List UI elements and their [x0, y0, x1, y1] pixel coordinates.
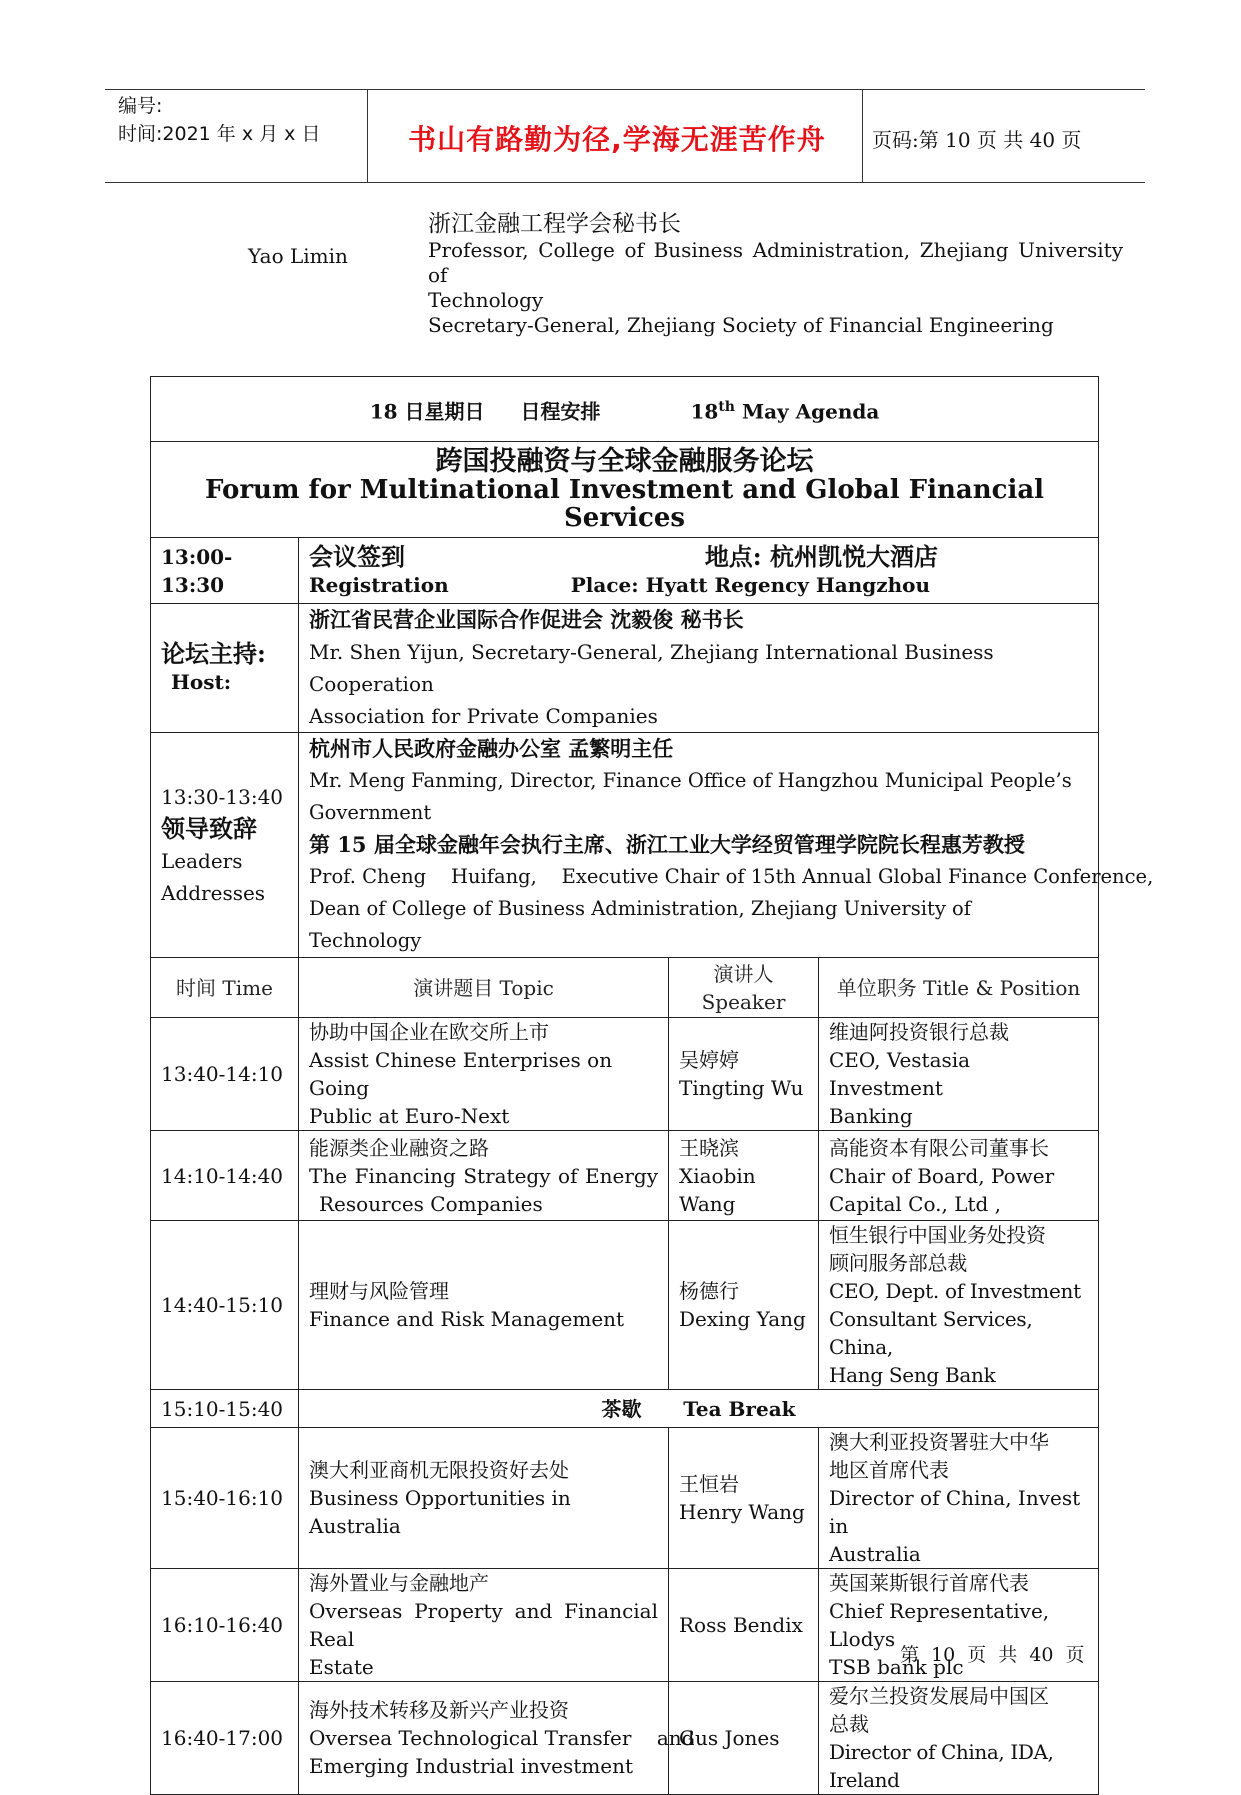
- session-speaker: [669, 1221, 819, 1390]
- document-time-label: 时间:2021 年 x 月 x 日: [118, 123, 321, 145]
- session-position: [819, 1682, 1099, 1795]
- session-topic: [299, 1428, 669, 1569]
- position-line: 高能资本有限公司董事长: [829, 1135, 1049, 1160]
- position-line: CEO, Vestasia Investment: [829, 1048, 971, 1100]
- header-top-rule: [105, 89, 1145, 90]
- position-line: CEO, Dept. of Investment: [829, 1279, 1081, 1303]
- registration-row: [151, 538, 1099, 604]
- speaker-line: 吴婷婷: [679, 1048, 739, 1072]
- forum-title: [151, 442, 1099, 538]
- agenda-title-cn: 日程安排: [520, 399, 601, 424]
- topic-line: Emerging Industrial investment: [309, 1754, 634, 1778]
- agenda-title-en-day: 18: [690, 399, 719, 424]
- intro-person-name: Yao Limin: [248, 244, 348, 268]
- session-topic: [299, 1018, 669, 1131]
- session-time: 14:10-14:40: [151, 1131, 299, 1221]
- tea-break-time: 15:10-15:40: [151, 1390, 299, 1428]
- session-speaker: [669, 1569, 819, 1682]
- session-speaker: [669, 1018, 819, 1131]
- position-line: 英国莱斯银行首席代表: [829, 1571, 1029, 1595]
- agenda-title: [151, 377, 1099, 442]
- topic-line: 协助中国企业在欧交所上市: [309, 1020, 549, 1044]
- session-row: [151, 1018, 1099, 1131]
- header-bottom-rule: [105, 182, 1145, 183]
- leaders-details: [299, 733, 1154, 958]
- session-time: 14:40-15:10: [151, 1221, 299, 1390]
- session-topic: [299, 1569, 669, 1682]
- document-number-label: 编号:: [118, 95, 163, 117]
- topic-line: Public at Euro-Next: [309, 1104, 510, 1128]
- session-row: [151, 1131, 1099, 1221]
- topic-line: 能源类企业融资之路: [309, 1135, 489, 1160]
- column-header-topic: 演讲题目 Topic: [299, 958, 669, 1018]
- registration-label-cn: 会议签到: [309, 541, 405, 571]
- column-header-speaker: [669, 958, 819, 1018]
- speaker-line: 王晓滨: [679, 1135, 739, 1160]
- session-position: [819, 1428, 1099, 1569]
- forum-title-cn: 跨国投融资与全球金融服务论坛: [435, 445, 814, 477]
- header-divider-left: [367, 89, 368, 182]
- intro-line: Technology: [428, 288, 544, 312]
- position-line: Director of China, Invest in: [829, 1486, 1081, 1538]
- position-line: 顾问服务部总裁: [829, 1251, 967, 1275]
- leaders-line-cn: 第 15 届全球金融年会执行主席、浙江工业大学经贸管理学院院长程惠芳教授: [309, 832, 1025, 857]
- header-motto: 书山有路勤为径,学海无涯苦作舟: [408, 123, 826, 156]
- position-line: 地区首席代表: [829, 1458, 949, 1482]
- topic-line: Business Opportunities in Australia: [309, 1486, 571, 1538]
- host-line-cn: 浙江省民营企业国际合作促进会 沈毅俊 秘书长: [309, 607, 744, 632]
- column-header-speaker-cn: 演讲人: [713, 961, 774, 986]
- speaker-line: Xiaobin Wang: [679, 1163, 756, 1216]
- leaders-label: [151, 733, 299, 958]
- session-time: 15:40-16:10: [151, 1428, 299, 1569]
- position-line: TSB bank plc: [829, 1655, 964, 1679]
- topic-line: The Financing Strategy of Energy: [309, 1163, 658, 1188]
- session-speaker: [669, 1428, 819, 1569]
- speaker-line: Dexing Yang: [679, 1307, 806, 1331]
- speaker-line: 王恒岩: [679, 1472, 739, 1496]
- intro-line: Professor, College of Business Administration, Zhejiang University of: [428, 238, 1123, 287]
- topic-line: Resources Companies: [319, 1191, 543, 1216]
- session-time: 16:10-16:40: [151, 1569, 299, 1682]
- forum-title-row: [151, 442, 1099, 538]
- column-header-speaker-en: Speaker: [701, 989, 786, 1014]
- position-line: Capital Co., Ltd ,: [829, 1191, 1002, 1216]
- position-line: 恒生银行中国业务处投资: [829, 1223, 1046, 1247]
- agenda-title-cn-date: 18 日星期日: [369, 399, 485, 424]
- session-topic: [299, 1682, 695, 1795]
- header-page-number: 页码:第 10 页 共 40 页: [872, 128, 1082, 152]
- speaker-line: Henry Wang: [679, 1500, 805, 1524]
- leaders-line-en: Dean of College of Business Administration, Zhejiang University of Technology: [309, 897, 972, 952]
- speaker-line: Gus Jones: [679, 1726, 780, 1750]
- host-row: [151, 604, 1099, 733]
- forum-title-en: Forum for Multinational Investment and Global Financial Services: [204, 474, 1045, 533]
- registration-place-cn: 地点: 杭州凯悦大酒店: [704, 541, 939, 571]
- position-line: Hang Seng Bank: [829, 1363, 996, 1387]
- session-row: [151, 1682, 1099, 1795]
- session-topic: [299, 1221, 669, 1390]
- leaders-row: [151, 733, 1099, 958]
- speaker-line: Ross Bendix: [679, 1613, 803, 1637]
- session-row: [151, 1428, 1099, 1569]
- leaders-label-cn: 领导致辞: [161, 814, 257, 843]
- session-speaker: [669, 1682, 819, 1795]
- topic-line: 海外技术转移及新兴产业投资: [309, 1698, 569, 1722]
- tea-break-row: [151, 1390, 1099, 1428]
- speaker-line: 杨德行: [679, 1279, 739, 1303]
- session-position: [819, 1018, 1099, 1131]
- topic-line: 澳大利亚商机无限投资好去处: [309, 1458, 569, 1482]
- session-time: 13:40-14:10: [151, 1018, 299, 1131]
- header-divider-right: [862, 89, 863, 182]
- host-line-en: Mr. Shen Yijun, Secretary-General, Zhejiang International Business Cooperation: [309, 640, 994, 696]
- position-line: 维迪阿投资银行总裁: [829, 1020, 1009, 1044]
- position-line: Chair of Board, Power: [829, 1163, 1055, 1188]
- agenda-title-row: [151, 377, 1099, 442]
- host-details: [299, 604, 1099, 733]
- intro-line: Secretary-General, Zhejiang Society of Financial Engineering: [428, 313, 1054, 337]
- session-position: [819, 1131, 1099, 1221]
- host-label: [151, 604, 299, 733]
- position-line: Banking: [829, 1104, 913, 1128]
- topic-line: 海外置业与金融地产: [309, 1571, 489, 1595]
- tea-break-label: 茶歇 Tea Break: [299, 1390, 1099, 1428]
- intro-line: 浙江金融工程学会秘书长: [428, 211, 681, 237]
- topic-line: Oversea Technological Transfer and: [309, 1726, 695, 1750]
- registration-label-en: Registration: [309, 572, 449, 597]
- topic-line: Assist Chinese Enterprises on Going: [309, 1048, 613, 1100]
- intro-person-bio: [428, 212, 1123, 338]
- position-line: Consultant Services, China,: [829, 1307, 1033, 1359]
- host-label-cn: 论坛主持:: [161, 639, 266, 668]
- leaders-time: 13:30-13:40: [161, 785, 284, 809]
- agenda-title-en: May Agenda: [734, 399, 880, 424]
- leaders-line-en: Prof. Cheng Huifang, Executive Chair of 15th Annual Global Finance Conference,: [309, 865, 1154, 888]
- position-line: 爱尔兰投资发展局中国区: [829, 1684, 1049, 1708]
- session-time: 16:40-17:00: [151, 1682, 299, 1795]
- position-line: Director of China, IDA, Ireland: [829, 1740, 1054, 1792]
- agenda-title-en-suffix: th: [718, 398, 735, 415]
- topic-line: Overseas Property and Financial Real: [309, 1599, 658, 1651]
- host-label-en: Host:: [171, 670, 232, 694]
- position-line: 总裁: [829, 1712, 869, 1736]
- position-line: 澳大利亚投资署驻大中华: [829, 1430, 1049, 1454]
- session-position: [819, 1221, 1099, 1390]
- footer-page-number: 第 10 页 共 40 页: [900, 1644, 1085, 1666]
- session-row: [151, 1221, 1099, 1390]
- topic-line: Estate: [309, 1655, 374, 1679]
- speaker-line: Tingting Wu: [679, 1076, 804, 1100]
- leaders-label-en: Leaders: [161, 849, 243, 873]
- session-speaker: [669, 1131, 819, 1221]
- column-header-time: 时间 Time: [151, 958, 299, 1018]
- registration-details: [299, 538, 1099, 604]
- column-header-row: [151, 958, 1099, 1018]
- leaders-label-en: Addresses: [161, 881, 266, 905]
- column-header-position: 单位职务 Title & Position: [819, 958, 1099, 1018]
- leaders-line-cn: 杭州市人民政府金融办公室 孟繁明主任: [309, 736, 674, 761]
- leaders-line-en: Mr. Meng Fanming, Director, Finance Office of Hangzhou Municipal People’s Government: [309, 769, 1072, 824]
- registration-time: 13:00-13:30: [151, 538, 299, 604]
- topic-line: Finance and Risk Management: [309, 1307, 625, 1331]
- host-line-en: Association for Private Companies: [309, 704, 658, 728]
- agenda-table: [150, 376, 1154, 1795]
- position-line: Australia: [829, 1542, 921, 1566]
- session-topic: [299, 1131, 669, 1221]
- topic-line: 理财与风险管理: [309, 1279, 449, 1303]
- header-meta: [118, 92, 320, 148]
- registration-place-en: Place: Hyatt Regency Hangzhou: [570, 572, 931, 597]
- position-line: Chief Representative, Llodys: [829, 1599, 1050, 1651]
